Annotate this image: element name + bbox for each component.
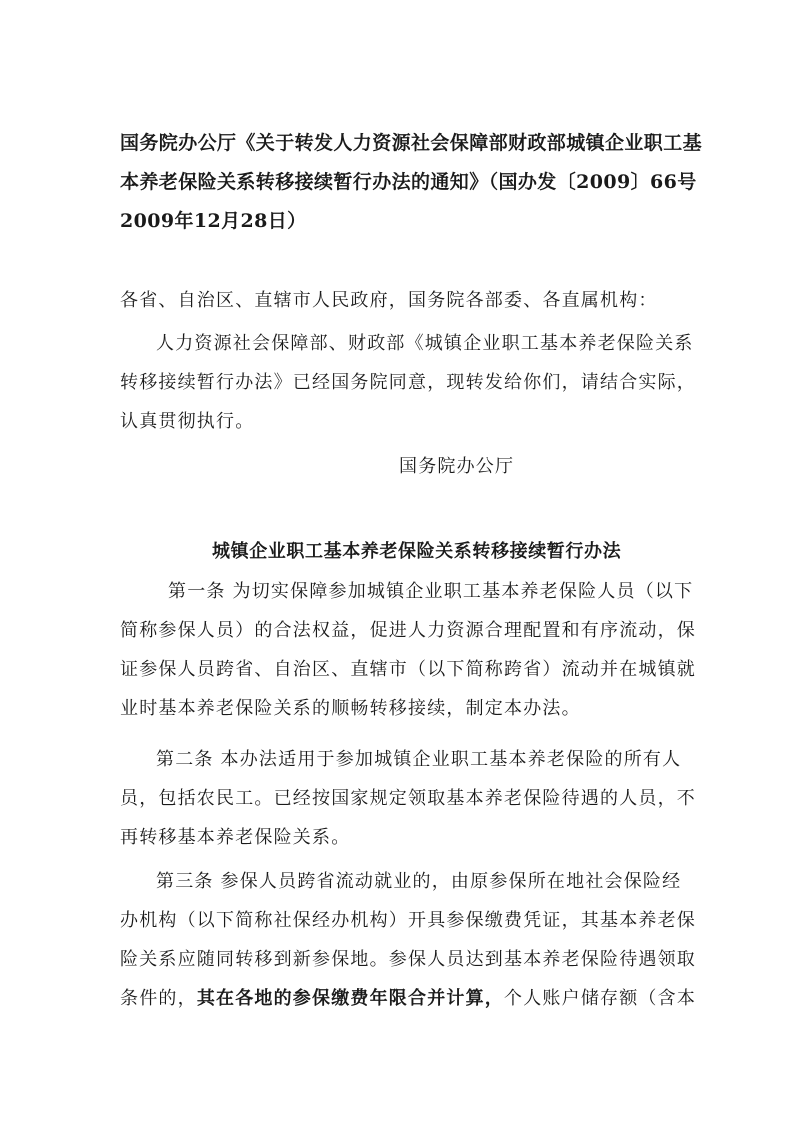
article-1-line: 证参保人员跨省、自治区、直辖市（以下简称跨省）流动并在城镇就: [120, 659, 696, 680]
notice-body-line: 转移接续暂行办法》已经国务院同意，现转发给你们，请结合实际，: [120, 372, 696, 393]
article-1: [120, 572, 696, 728]
article-3-last-line: [120, 979, 697, 1018]
article-3-text: 个人账户储存额（含本: [504, 988, 697, 1009]
article-2-line: 员，包括农民工。已经按国家规定领取基本养老保险待遇的人员，不: [120, 788, 696, 809]
article-2-line: 再转移基本养老保险关系。: [120, 827, 351, 848]
measures-title: 城镇企业职工基本养老保险关系转移接续暂行办法: [212, 541, 622, 562]
article-2-line: 第二条 本办法适用于参加城镇企业职工基本养老保险的所有人: [156, 749, 682, 770]
article-3-text: 条件的，: [120, 988, 197, 1009]
article-1-line: 第一条 为切实保障参加城镇企业职工基本养老保险人员（以下: [168, 581, 694, 602]
notice-signature: 国务院办公厅: [399, 456, 515, 477]
salutation: [120, 281, 680, 320]
article-3-line: 险关系应随同转移到新参保地。参保人员达到基本养老保险待遇领取: [120, 949, 696, 970]
article-1-line: 简称参保人员）的合法权益，促进人力资源合理配置和有序流动，保: [120, 620, 696, 641]
article-3-line: 办机构（以下简称社保经办机构）开具参保缴费凭证，其基本养老保: [120, 910, 696, 931]
notice-body-line: 人力资源社会保障部、财政部《城镇企业职工基本养老保险关系: [156, 333, 694, 354]
article-1-line: 业时基本养老保险关系的顺畅转移接续，制定本办法。: [120, 698, 581, 719]
notice-title-line: 本养老保险关系转移接续暂行办法的通知》（国办发〔2009〕66号: [120, 171, 697, 193]
salutation-text: 各省、自治区、直辖市人民政府，国务院各部委、各直属机构：: [120, 290, 658, 311]
article-3: [120, 862, 697, 1018]
article-3-emphasis: 其在各地的参保缴费年限合并计算，: [196, 988, 505, 1009]
notice-title-line: 国务院办公厅《关于转发人力资源社会保障部财政部城镇企业职工基: [120, 132, 703, 154]
notice-title: [120, 124, 703, 241]
notice-body: [120, 324, 696, 441]
article-3-line: 第三条 参保人员跨省流动就业的，由原参保所在地社会保险经: [156, 871, 682, 892]
notice-body-line: 认真贯彻执行。: [120, 411, 255, 432]
article-2: [120, 740, 696, 857]
notice-title-line: 2009年12月28日）: [120, 210, 307, 232]
